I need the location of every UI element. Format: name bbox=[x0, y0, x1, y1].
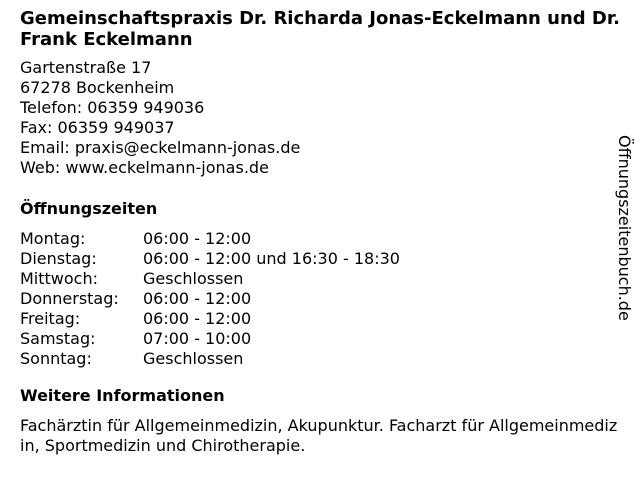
email: Email: praxis@eckelmann-jonas.de bbox=[20, 138, 301, 157]
day-hours: 07:00 - 10:00 bbox=[143, 329, 252, 348]
hours-row-monday bbox=[20, 229, 400, 249]
more-info-heading: Weitere Informationen bbox=[20, 386, 225, 405]
day-label: Montag: bbox=[20, 229, 86, 248]
hours-row-saturday bbox=[20, 329, 400, 349]
more-info-text: Fachärztin für Allgemeinmedizin, Akupunktur. Facharzt für Allgemeinmedizin, Sportmedizin und Chirotherapie. bbox=[20, 416, 618, 455]
fax: Fax: 06359 949037 bbox=[20, 118, 175, 137]
day-hours: Geschlossen bbox=[143, 269, 244, 288]
day-label: Mittwoch: bbox=[20, 269, 98, 288]
website: Web: www.eckelmann-jonas.de bbox=[20, 158, 269, 177]
hours-row-thursday bbox=[20, 289, 400, 309]
day-label: Dienstag: bbox=[20, 249, 97, 268]
street: Gartenstraße 17 bbox=[20, 58, 152, 77]
day-label: Samstag: bbox=[20, 329, 96, 348]
day-hours: Geschlossen bbox=[143, 349, 244, 368]
opening-hours-table bbox=[20, 229, 400, 369]
day-hours: 06:00 - 12:00 bbox=[143, 289, 252, 308]
opening-hours-heading: Öffnungszeiten bbox=[20, 199, 158, 218]
hours-row-tuesday bbox=[20, 249, 400, 269]
hours-row-wednesday bbox=[20, 269, 400, 289]
phone: Telefon: 06359 949036 bbox=[20, 98, 205, 117]
practice-name: Gemeinschaftspraxis Dr. Richarda Jonas-Eckelmann und Dr. Frank Eckelmann bbox=[20, 8, 620, 50]
day-label: Donnerstag: bbox=[20, 289, 119, 308]
hours-row-sunday bbox=[20, 349, 400, 369]
practice-card bbox=[20, 8, 620, 456]
city: 67278 Bockenheim bbox=[20, 78, 175, 97]
hours-row-friday bbox=[20, 309, 400, 329]
watermark-label: Öffnungszeitenbuch.de bbox=[615, 135, 634, 321]
address-block bbox=[20, 58, 620, 178]
day-hours: 06:00 - 12:00 bbox=[143, 309, 252, 328]
day-label: Sonntag: bbox=[20, 349, 92, 368]
day-label: Freitag: bbox=[20, 309, 81, 328]
day-hours: 06:00 - 12:00 und 16:30 - 18:30 bbox=[143, 249, 400, 268]
day-hours: 06:00 - 12:00 bbox=[143, 229, 252, 248]
